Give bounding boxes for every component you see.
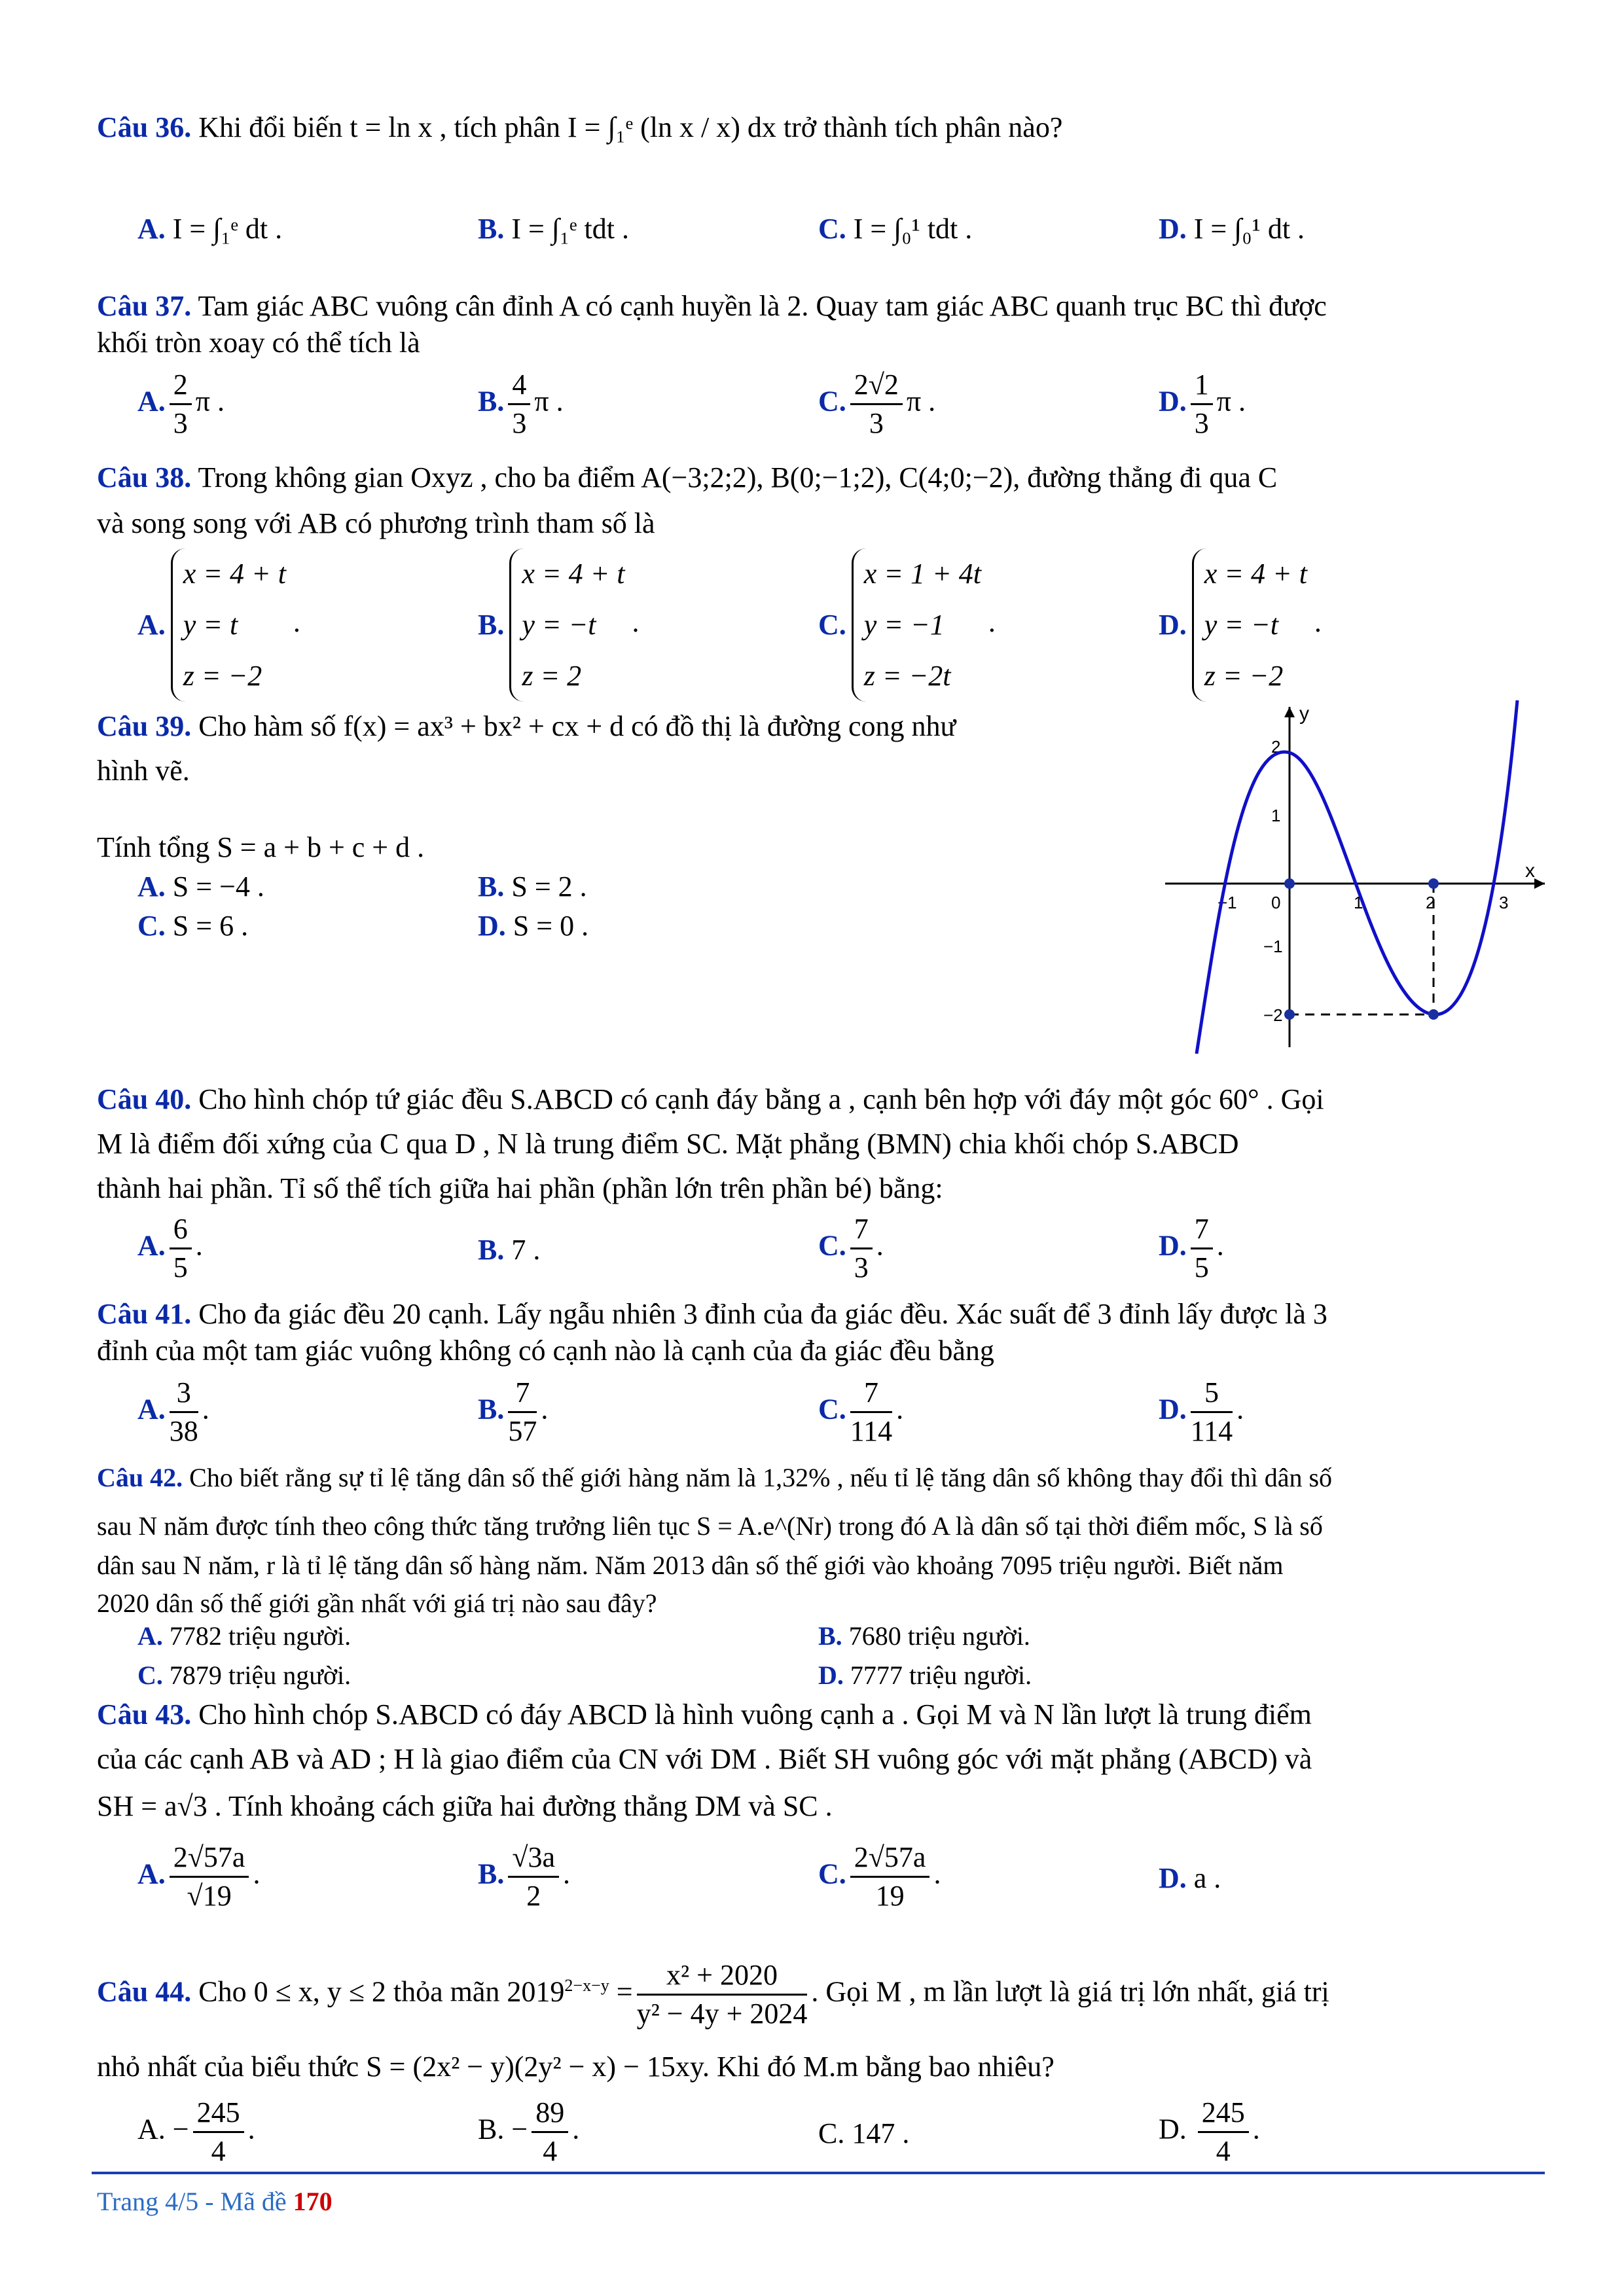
q44-option-a: A. − $\frac{245}{4}$ .: [137, 2094, 255, 2170]
q44-stem-2: nhỏ nhất của biểu thức S = (2x² − y)(2y² − x) − 15xy. Khi đó M.m bằng bao nhiêu?: [97, 2051, 1055, 2083]
q44-label: Câu 44.: [97, 1975, 192, 2008]
q40-option-a: A. $\frac{6}{5}$ .: [137, 1211, 203, 1286]
x-axis-label: x: [1525, 860, 1535, 882]
q41-option-a: A. $\frac{3}{38}$ .: [137, 1374, 209, 1450]
q39-stem-2: hình vẽ.: [97, 755, 190, 787]
q39-option-d: D. S = 0 .: [478, 910, 589, 942]
y-axis-arrow: [1284, 707, 1295, 717]
q43-stem-2: của các cạnh AB và AD ; H là giao điểm của CN với DM . Biết SH vuông góc với mặt phẳng (ABCD) và: [97, 1743, 1312, 1775]
point-origin: [1284, 878, 1295, 889]
q43-option-c: C. $\frac{2√57a}{19}$ .: [818, 1839, 941, 1914]
q37-label: Câu 37.: [97, 290, 192, 322]
cubic-curve: [1197, 700, 1517, 1054]
x-axis-arrow: [1534, 878, 1545, 889]
point-min: [1428, 1009, 1439, 1020]
q42-stem-2: sau N năm được tính theo công thức tăng trưởng liên tục S = A.e^(Nr) trong đó A là dân số tại thời điểm mốc, S là số: [97, 1511, 1323, 1541]
footer-text: Trang 4/5 - Mã đề: [97, 2187, 293, 2216]
q37-stem-1: Câu 37. Tam giác ABC vuông cân đỉnh A có cạnh huyền là 2. Quay tam giác ABC quanh trục BC thì được: [97, 290, 1327, 322]
q44-option-c: C. 147 .: [818, 2117, 910, 2149]
q40-stem-3: thành hai phần. Tỉ số thể tích giữa hai phần (phần lớn trên phần bé) bằng:: [97, 1172, 943, 1204]
q42-label: Câu 42.: [97, 1463, 183, 1492]
q40-option-c: C. $\frac{7}{3}$ .: [818, 1211, 884, 1286]
y-tick-1: 1: [1271, 806, 1281, 825]
point-y-neg2: [1284, 1009, 1295, 1020]
q37-option-b: B. $\frac{4}{3}$ π .: [478, 367, 564, 442]
q38-option-b: B. x = 4 + t y = −t z = 2 .: [478, 548, 640, 702]
q42-stem-4: 2020 dân số thế giới gần nhất với giá trị nào sau đây?: [97, 1588, 657, 1618]
q36-stem: [97, 108, 1062, 147]
q40-stem-2: M là điểm đối xứng của C qua D , N là trung điểm SC. Mặt phẳng (BMN) chia khối chóp S.ABCD: [97, 1128, 1239, 1160]
x-tick-3: 3: [1499, 893, 1509, 912]
q41-stem-1: Câu 41. Cho đa giác đều 20 cạnh. Lấy ngẫu nhiên 3 đỉnh của đa giác đều. Xác suất để 3 đỉnh lấy được là 3: [97, 1298, 1327, 1330]
q43-option-a: A. $\frac{2√57a}{√19}$ .: [137, 1839, 260, 1914]
q40-label: Câu 40.: [97, 1083, 192, 1115]
q36-label: Câu 36.: [97, 111, 192, 143]
y-axis-label: y: [1299, 703, 1309, 725]
q40-option-b: B. 7 .: [478, 1234, 541, 1266]
q38-option-c: C. x = 1 + 4t y = −1 z = −2t .: [818, 548, 996, 702]
q37-option-c: C. $\frac{2√2}{3}$ π .: [818, 367, 935, 442]
q42-stem-1: Câu 42. Cho biết rằng sự tỉ lệ tăng dân số thế giới hàng năm là 1,32% , nếu tỉ lệ tăng dân số không thay đổi thì dân số: [97, 1463, 1333, 1492]
q36-text: Khi đổi biến t = ln x , tích phân I = ∫₁ᵉ (ln x / x) dx trở thành tích phân nào?: [198, 111, 1063, 143]
q39-option-a: A. S = −4 .: [137, 870, 264, 903]
q43-label: Câu 43.: [97, 1698, 192, 1731]
q39-option-b: B. S = 2 .: [478, 870, 587, 903]
q44-stem-1: Câu 44. Cho 0 ≤ x, y ≤ 2 thỏa mãn $2019^{2-x-y}$ = $\frac{\text{x² + 2020}}{\text{y² − 4y + 2024}}$ . Gọi M , m lần lượt là giá trị lớn nhất, giá trị: [97, 1957, 1329, 2032]
q43-stem-1: Câu 43. Cho hình chóp S.ABCD có đáy ABCD là hình vuông cạnh a . Gọi M và N lần lượt là trung điểm: [97, 1698, 1312, 1731]
q42-stem-3: dân sau N năm, r là tỉ lệ tăng dân số hàng năm. Năm 2013 dân số thế giới vào khoảng 7095 triệu người. Biết năm: [97, 1551, 1284, 1580]
q39-stem-3: Tính tổng S = a + b + c + d .: [97, 831, 425, 863]
q44-option-b: B. − $\frac{89}{4}$ .: [478, 2094, 579, 2170]
q42-option-b: B. 7680 triệu người.: [818, 1621, 1030, 1651]
y-tick-neg1: −1: [1263, 937, 1283, 956]
x-tick-neg1: −1: [1218, 893, 1237, 912]
q36-option-b: B. I = ∫₁ᵉ tdt .: [478, 213, 629, 245]
q36-option-c: C. I = ∫₀¹ tdt .: [818, 213, 973, 245]
q41-stem-2: đỉnh của một tam giác vuông không có cạnh nào là cạnh của đa giác đều bằng: [97, 1335, 994, 1367]
q43-stem-3: SH = a√3 . Tính khoảng cách giữa hai đường thẳng DM và SC .: [97, 1790, 833, 1822]
x-tick-0: 0: [1271, 893, 1281, 912]
q40-option-d: D. $\frac{7}{5}$ .: [1159, 1211, 1224, 1286]
q41-label: Câu 41.: [97, 1298, 192, 1330]
y-tick-2: 2: [1271, 737, 1281, 757]
q37-option-a: A. $\frac{2}{3}$ π .: [137, 367, 225, 442]
q38-option-d: D. x = 4 + t y = −t z = −2 .: [1159, 548, 1322, 702]
q42-option-d: D. 7777 triệu người.: [818, 1660, 1032, 1690]
q39-option-c: C. S = 6 .: [137, 910, 249, 942]
q38-stem-2: và song song với AB có phương trình tham số là: [97, 507, 655, 539]
q44-option-d: D. $\frac{245}{4}$ .: [1159, 2094, 1260, 2170]
exam-code: 170: [293, 2187, 333, 2216]
q43-option-d: D. a .: [1159, 1862, 1221, 1894]
x-tick-1: 1: [1354, 893, 1363, 912]
q42-option-a: A. 7782 triệu người.: [137, 1621, 352, 1651]
q38-label: Câu 38.: [97, 461, 192, 493]
q36-option-d: D. I = ∫₀¹ dt .: [1159, 213, 1305, 245]
q38-stem-1: Câu 38. Trong không gian Oxyz , cho ba điểm A(−3;2;2), B(0;−1;2), C(4;0;−2), đường thẳng đi qua C: [97, 461, 1278, 493]
x-tick-2: 2: [1426, 893, 1435, 912]
q43-option-b: B. $\frac{√3a}{2}$ .: [478, 1839, 570, 1914]
q41-option-d: D. $\frac{5}{114}$ .: [1159, 1374, 1244, 1450]
y-tick-neg2: −2: [1263, 1005, 1283, 1025]
q42-option-c: C. 7879 triệu người.: [137, 1660, 352, 1690]
footer: [97, 2186, 333, 2217]
q37-stem-2: khối tròn xoay có thể tích là: [97, 327, 420, 359]
q37-option-d: D. $\frac{1}{3}$ π .: [1159, 367, 1246, 442]
footer-rule: [92, 2172, 1545, 2174]
q39-label: Câu 39.: [97, 710, 192, 742]
q38-option-a: A. x = 4 + t y = t z = −2 .: [137, 548, 300, 702]
q41-option-c: C. $\frac{7}{114}$ .: [818, 1374, 903, 1450]
cubic-graph: [1159, 700, 1551, 1054]
point-x2: [1428, 878, 1439, 889]
q36-option-a: A. I = ∫₁ᵉ dt .: [137, 213, 283, 245]
q40-stem-1: Câu 40. Cho hình chóp tứ giác đều S.ABCD có cạnh đáy bằng a , cạnh bên hợp với đáy một góc 60° . Gọi: [97, 1083, 1324, 1115]
q41-option-b: B. $\frac{7}{57}$ .: [478, 1374, 548, 1450]
q39-stem-1: Câu 39. Cho hàm số f(x) = ax³ + bx² + cx + d có đồ thị là đường cong như: [97, 710, 956, 742]
